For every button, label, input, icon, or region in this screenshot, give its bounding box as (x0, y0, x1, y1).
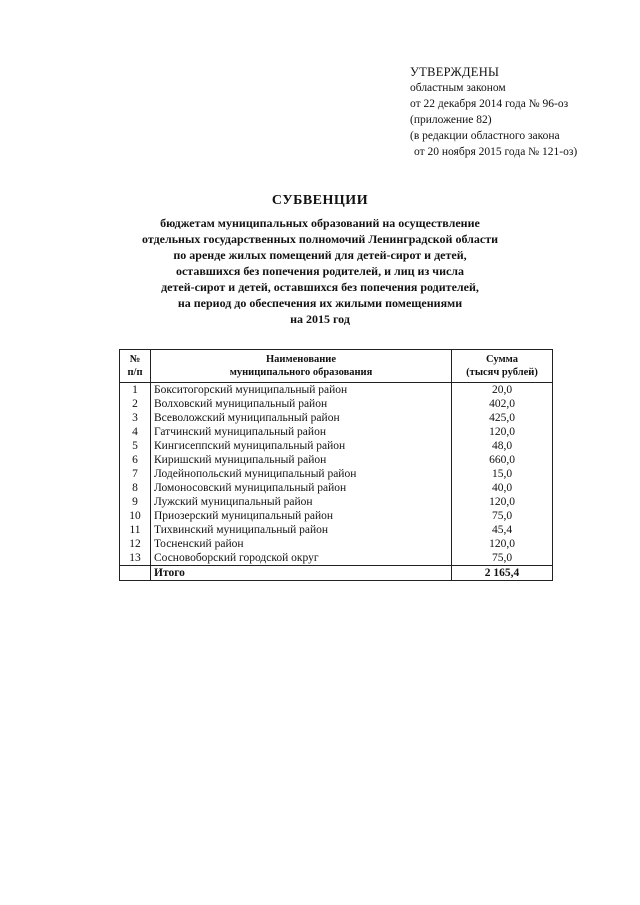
row-amount: 120,0 (452, 537, 553, 551)
approval-block (410, 64, 577, 160)
subtitle-line: детей-сирот и детей, оставшихся без попечения родителей, (161, 280, 479, 294)
table-row (120, 397, 553, 411)
total-label: Итого (151, 566, 452, 581)
subtitle-line: на период до обеспечения их жилыми помещениями (177, 296, 463, 310)
row-amount: 75,0 (452, 509, 553, 523)
row-amount: 40,0 (452, 481, 553, 495)
row-name: Лужский муниципальный район (151, 495, 452, 509)
row-amount: 20,0 (452, 383, 553, 398)
subtitle-line: отдельных государственных полномочий Ленинградской области (141, 232, 499, 246)
table-row (120, 537, 553, 551)
subtitle-line: по аренде жилых помещений для детей-сирот и детей, (173, 248, 467, 262)
table-total-row (120, 566, 553, 581)
row-amount: 402,0 (452, 397, 553, 411)
subtitle-line: оставшихся без попечения родителей, и лиц из числа (175, 264, 465, 278)
row-number: 1 (120, 383, 151, 398)
total-amount: 2 165,4 (452, 566, 553, 581)
header-name-line1: Наименование (266, 354, 336, 365)
approval-line: областным законом (410, 82, 506, 94)
row-amount: 48,0 (452, 439, 553, 453)
row-name: Сосновоборский городской округ (151, 551, 452, 566)
header-name (151, 350, 452, 383)
row-number: 3 (120, 411, 151, 425)
header-number-line2: п/п (127, 367, 143, 378)
table-row (120, 439, 553, 453)
row-name: Киришский муниципальный район (151, 453, 452, 467)
header-amount-line1: Сумма (486, 354, 518, 365)
table-row (120, 453, 553, 467)
row-number: 2 (120, 397, 151, 411)
document-title: СУБВЕНЦИИ (271, 193, 369, 208)
table-row (120, 467, 553, 481)
table-row (120, 495, 553, 509)
approval-line: от 22 декабря 2014 года № 96-оз (410, 98, 569, 110)
table-row (120, 383, 553, 398)
row-name: Гатчинский муниципальный район (151, 425, 452, 439)
row-name: Всеволожский муниципальный район (151, 411, 452, 425)
approval-line: (в редакции областного закона (410, 130, 560, 142)
table-row (120, 481, 553, 495)
row-name: Лодейнопольский муниципальный район (151, 467, 452, 481)
approval-heading: УТВЕРЖДЕНЫ (410, 65, 500, 79)
row-amount: 120,0 (452, 495, 553, 509)
table-row (120, 509, 553, 523)
table-row (120, 551, 553, 566)
row-number: 12 (120, 537, 151, 551)
total-number-cell (120, 566, 151, 581)
subventions-table (119, 349, 553, 581)
table-row (120, 425, 553, 439)
row-number: 9 (120, 495, 151, 509)
row-amount: 120,0 (452, 425, 553, 439)
table-header-row (120, 350, 553, 383)
row-name: Ломоносовский муниципальный район (151, 481, 452, 495)
document-title-block (90, 193, 550, 327)
row-amount: 425,0 (452, 411, 553, 425)
header-amount (452, 350, 553, 383)
subtitle-line: на 2015 год (290, 312, 350, 326)
row-number: 13 (120, 551, 151, 566)
row-name: Бокситогорский муниципальный район (151, 383, 452, 398)
approval-line: от 20 ноября 2015 года № 121-оз) (414, 146, 578, 158)
row-amount: 45,4 (452, 523, 553, 537)
row-name: Тосненский район (151, 537, 452, 551)
row-number: 5 (120, 439, 151, 453)
row-name: Кингисеппский муниципальный район (151, 439, 452, 453)
table-row (120, 523, 553, 537)
row-name: Приозерский муниципальный район (151, 509, 452, 523)
row-name: Волховский муниципальный район (151, 397, 452, 411)
row-number: 10 (120, 509, 151, 523)
row-amount: 660,0 (452, 453, 553, 467)
row-number: 11 (120, 523, 151, 537)
approval-line: (приложение 82) (410, 114, 492, 126)
row-number: 7 (120, 467, 151, 481)
header-name-line2: муниципального образования (229, 367, 373, 378)
header-number-line1: № (129, 354, 141, 365)
row-amount: 15,0 (452, 467, 553, 481)
header-number (120, 350, 151, 383)
row-number: 6 (120, 453, 151, 467)
header-amount-line2: (тысяч рублей) (466, 367, 538, 378)
row-number: 4 (120, 425, 151, 439)
subtitle-line: бюджетам муниципальных образований на осуществление (160, 216, 480, 230)
row-name: Тихвинский муниципальный район (151, 523, 452, 537)
row-amount: 75,0 (452, 551, 553, 566)
row-number: 8 (120, 481, 151, 495)
table-row (120, 411, 553, 425)
